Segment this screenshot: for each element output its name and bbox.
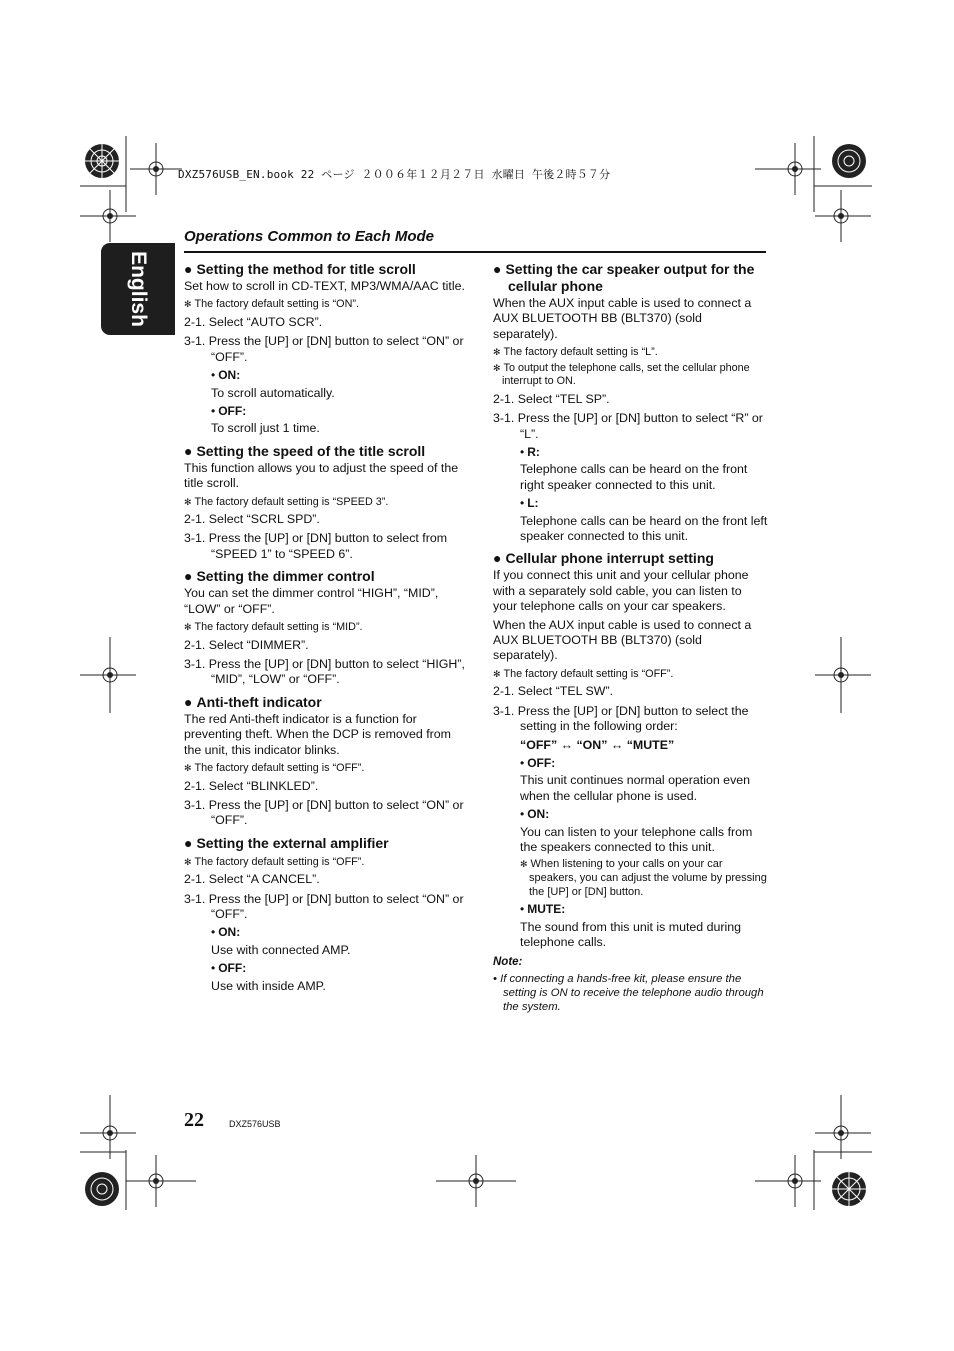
factory-default: ✻ The factory default setting is “OFF”. — [184, 762, 365, 775]
step: 3-1. Press the [UP] or [DN] button to select “ON” or “OFF”. — [184, 797, 464, 828]
page-number: 22 — [184, 1109, 204, 1131]
model-name: DXZ576USB — [229, 1119, 281, 1129]
language-tab — [101, 243, 175, 335]
section-title: Operations Common to Each Mode — [184, 228, 435, 245]
section-heading: ● Cellular phone interrupt setting — [493, 550, 714, 567]
option-item: • R: Telephone calls can be heard on the front right speaker connected to this unit. — [520, 444, 748, 492]
anti-theft-section — [184, 694, 466, 829]
factory-default: ✻ The factory default setting is “ON”. — [184, 298, 359, 311]
factory-default: ✻ The factory default setting is “L”. — [493, 346, 658, 359]
factory-default: ✻ The factory default setting is “OFF”. — [184, 855, 365, 868]
scroll-speed-section — [184, 443, 466, 563]
step: 3-1. Press the [UP] or [DN] button to select the setting in the following order: — [493, 703, 749, 734]
section-heading: ● Setting the method for title scroll — [184, 261, 416, 277]
section-description: Set how to scroll in CD-TEXT, MP3/WMA/AAC title. — [184, 279, 465, 293]
car-speaker-section — [493, 261, 769, 544]
section-heading: ● Setting the car speaker output for the cellular phone — [493, 261, 755, 294]
option-item: • MUTE: The sound from this unit is muted during telephone calls. — [520, 902, 742, 949]
step: 2-1. Select “A CANCEL”. — [184, 872, 320, 887]
section-heading: ● Setting the external amplifier — [184, 834, 389, 851]
dimmer-section — [184, 568, 466, 688]
factory-default: ✻ The factory default setting is “OFF”. — [493, 667, 674, 680]
file-info-line: DXZ576USB_EN.book 22 ページ ２００６年１２月２７日 水曜日 午後２時５７分 — [178, 168, 611, 181]
note-text: • If connecting a hands-free kit, please ensure the setting is ON to receive the telephone audio through the system. — [493, 972, 764, 1013]
option-item: • L: Telephone calls can be heard on the front left speaker connected to this unit. — [520, 496, 768, 543]
step: 3-1. Press the [UP] or [DN] button to select “R” or “L”. — [493, 411, 763, 441]
external-amp-section — [184, 835, 466, 994]
section-heading: ● Setting the dimmer control — [184, 568, 375, 585]
right-column — [493, 261, 769, 1014]
section-description: When the AUX input cable is used to connect a AUX BLUETOOTH BB (BLT370) (sold separately). — [493, 617, 752, 663]
step: 2-1. Select “DIMMER”. — [184, 637, 309, 652]
step: 3-1. Press the [UP] or [DN] button to select “ON” or “OFF”. — [184, 334, 464, 364]
section-heading: ● Anti-theft indicator — [184, 693, 322, 710]
step: 3-1. Press the [UP] or [DN] button to select “HIGH”, “MID”, “LOW” or “OFF”. — [184, 657, 465, 687]
left-column — [184, 261, 466, 994]
setting-order: “OFF” ↔ “ON” ↔ “MUTE” — [520, 737, 675, 752]
factory-default: ✻ The factory default setting is “MID”. — [184, 621, 363, 634]
factory-note: ✻ To output the telephone calls, set the cellular phone interrupt to ON. — [493, 361, 750, 388]
option-item: • ON: Use with connected AMP. — [211, 925, 351, 957]
step: 3-1. Press the [UP] or [DN] button to select “ON” or “OFF”. — [184, 891, 464, 922]
section-rule — [184, 251, 766, 253]
section-description: The red Anti-theft indicator is a function for preventing theft. When the DCP is removed from the unit, this indicator blinks. — [184, 711, 451, 757]
step: 3-1. Press the [UP] or [DN] button to select from “SPEED 1” to “SPEED 6”. — [184, 531, 448, 561]
section-description: This function allows you to adjust the speed of the title scroll. — [184, 460, 459, 491]
step: 2-1. Select “TEL SP”. — [493, 391, 610, 406]
section-description: When the AUX input cable is used to connect a AUX BLUETOOTH BB (BLT370) (sold separately). — [493, 296, 752, 341]
option-item: • OFF: This unit continues normal operation even when the cellular phone is used. — [520, 755, 751, 803]
step: 2-1. Select “SCRL SPD”. — [184, 512, 320, 527]
option-subnote: ✻ When listening to your calls on your car speakers, you can adjust the volume by pressing the [UP] or [DN] button. — [520, 858, 767, 898]
step: 2-1. Select “BLINKLED”. — [184, 778, 319, 793]
language-label: English — [127, 251, 150, 327]
note-title: Note: — [493, 956, 523, 969]
option-item: • ON: To scroll automatically. — [211, 368, 335, 400]
section-description: You can set the dimmer control “HIGH”, “MID”, “LOW” or “OFF”. — [184, 586, 439, 616]
interrupt-section — [493, 550, 769, 1013]
factory-default: ✻ The factory default setting is “SPEED 3”. — [184, 495, 389, 508]
option-item: • OFF: To scroll just 1 time. — [211, 403, 320, 436]
option-item: • ON: You can listen to your telephone calls from the speakers connected to this unit. ✻ When listening to your calls on your car speakers, you can adjust the volume by pressing the [UP] or [DN] button. — [493, 807, 769, 899]
option-item: • OFF: Use with inside AMP. — [211, 961, 326, 993]
step: 2-1. Select “TEL SW”. — [493, 684, 614, 699]
step: 2-1. Select “AUTO SCR”. — [184, 314, 323, 329]
title-scroll-section — [184, 261, 466, 437]
section-description: If you connect this unit and your cellular phone with a separately sold cable, you can listen to your telephone calls on your car speakers. — [493, 568, 749, 614]
section-heading: ● Setting the speed of the title scroll — [184, 442, 426, 459]
